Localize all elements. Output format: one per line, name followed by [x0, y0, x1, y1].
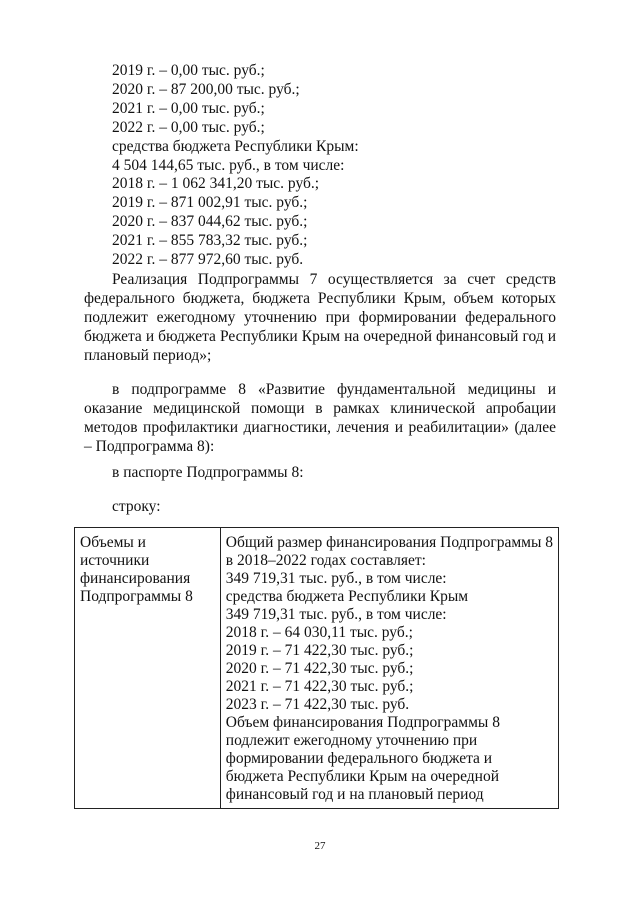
financing-line: 2021 г. – 855 783,32 тыс. руб.; — [112, 232, 308, 250]
label-line: финансирования — [80, 570, 191, 587]
content-line: средства бюджета Республики Крым — [225, 588, 469, 605]
content-line: 2018 г. – 64 030,11 тыс. руб.; — [225, 624, 413, 641]
content-line: финансовый год и на плановый период — [225, 786, 484, 803]
content-line: 2023 г. – 71 422,30 тыс. руб. — [225, 696, 410, 713]
financing-line: 2020 г. – 87 200,00 тыс. руб.; — [112, 80, 300, 98]
content-line: Общий размер финансирования Подпрограммы 8 — [225, 534, 553, 551]
content-line: 2021 г. – 71 422,30 тыс. руб.; — [225, 678, 414, 695]
content-line: в 2018–2022 годах составляет: — [225, 552, 426, 569]
table-cell-content — [220, 528, 558, 809]
subprogram8-paragraph: в подпрограмме 8 «Развитие фундаментальной медицины и оказание медицинской помощи в рамках клинической апробации методов профилактики диагностики, лечения и реабилитации» (далее – Подпрограмма 8): — [84, 381, 556, 455]
implementation-paragraph: Реализация Подпрограммы 7 осуществляется за счет средств федерального бюджета, бюджета Республики Крым, объем которых подлежит ежегодному уточнению при формировании федерального бюджета и бюджета Республики Крым на очередной финансовый год и плановый период»; — [84, 271, 556, 364]
financing-line: 2020 г. – 837 044,62 тыс. руб.; — [112, 213, 308, 231]
content-line: 2019 г. – 71 422,30 тыс. руб.; — [225, 642, 414, 659]
passport-paragraph: в паспорте Подпрограммы 8: — [112, 464, 304, 481]
table-row — [75, 528, 559, 809]
content-line: 349 719,31 тыс. руб., в том числе: — [225, 606, 447, 623]
financing-table — [74, 527, 559, 809]
financing-line: 2018 г. – 1 062 341,20 тыс. руб.; — [112, 175, 320, 193]
content-line: формировании федерального бюджета и — [225, 750, 493, 767]
content-line: бюджета Республики Крым на очередной — [225, 768, 499, 785]
table-cell-label — [75, 528, 221, 809]
row-paragraph: строку: — [112, 498, 161, 515]
label-line: Подпрограммы 8 — [80, 588, 193, 605]
financing-line: 2022 г. – 877 972,60 тыс. руб. — [112, 251, 304, 269]
content-line: Объем финансирования Подпрограммы 8 — [225, 714, 500, 731]
financing-line: средства бюджета Республики Крым: — [112, 137, 359, 155]
content-line: 2020 г. – 71 422,30 тыс. руб.; — [225, 660, 414, 677]
financing-line: 2019 г. – 871 002,91 тыс. руб.; — [112, 194, 308, 212]
content-line: подлежит ежегодному уточнению при — [225, 732, 478, 749]
financing-line: 2021 г. – 0,00 тыс. руб.; — [112, 99, 265, 117]
content-line: 349 719,31 тыс. руб., в том числе: — [225, 570, 447, 587]
label-line: Объемы и источники — [80, 534, 150, 569]
financing-line: 2022 г. – 0,00 тыс. руб.; — [112, 118, 265, 136]
financing-line: 2019 г. – 0,00 тыс. руб.; — [112, 62, 265, 79]
financing-lines — [112, 62, 532, 270]
page-number: 27 — [314, 840, 326, 852]
financing-line: 4 504 144,65 тыс. руб., в том числе: — [112, 156, 345, 174]
